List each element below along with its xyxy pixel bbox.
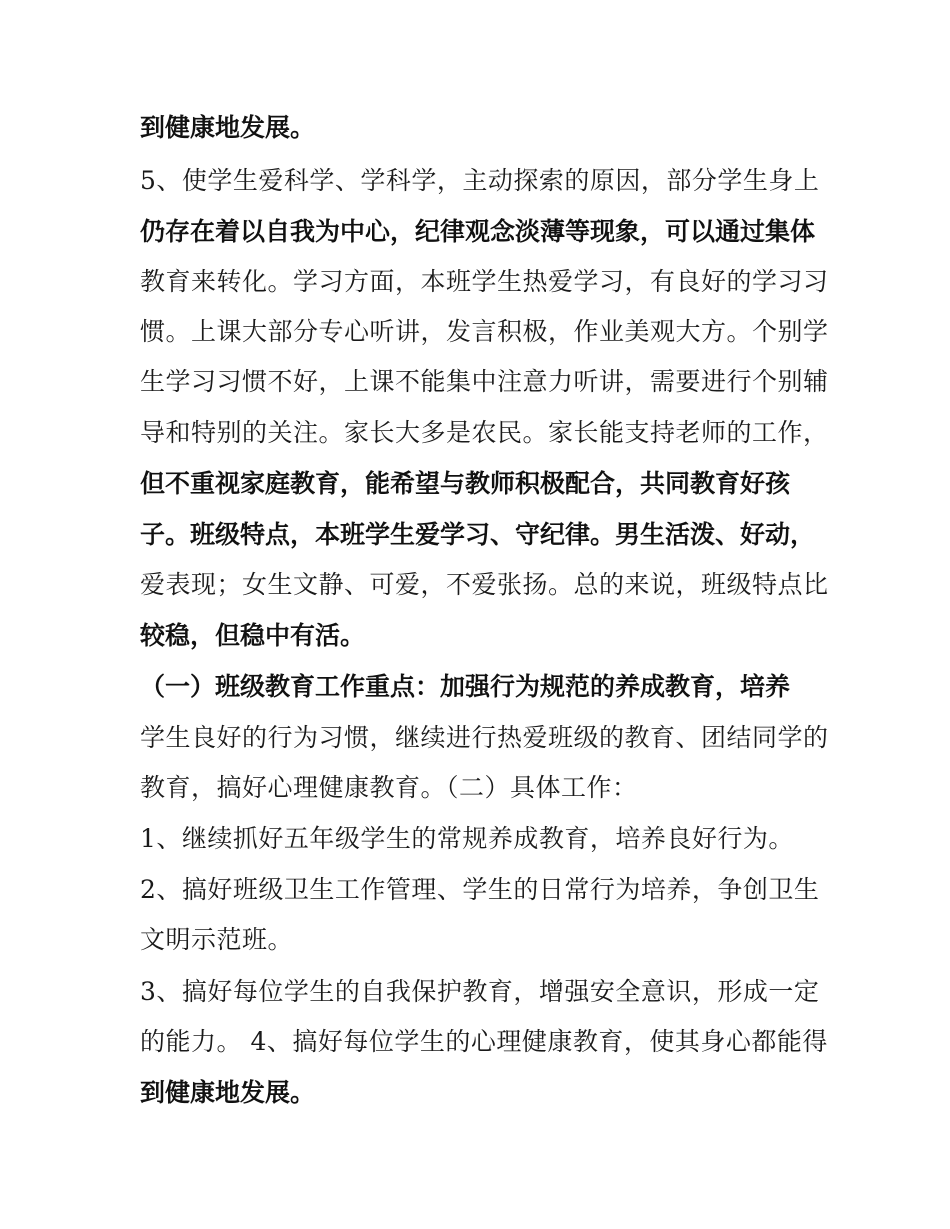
list-item-line: 文明示范班。 [140,925,294,954]
paragraph-line: 较稳，但稳中有活。 [140,621,366,650]
list-item-line: 3、搞好每位学生的自我保护教育，增强安全意识，形成一定 [140,977,820,1006]
paragraph-line: 但不重视家庭教育，能希望与教师积极配合，共同教育好孩 [140,469,791,498]
paragraph-line: 教育来转化。学习方面，本班学生热爱学习，有良好的学习习 [140,267,829,296]
paragraph-line: 爱表现；女生文静、可爱，不爱张扬。总的来说，班级特点比 [140,570,829,599]
paragraph-line: 5、使学生爱科学、学科学，主动探索的原因，部分学生身上 [140,166,820,195]
paragraph-line: 生学习习惯不好，上课不能集中注意力听讲，需要进行个别辅 [140,367,829,396]
section-heading-line: （一）班级教育工作重点：加强行为规范的养成教育，培养 [140,672,791,701]
paragraph-line: 到健康地发展。 [140,113,316,142]
list-item-line: 的能力。 4、搞好每位学生的心理健康教育，使其身心都能得 [140,1027,828,1056]
list-item-line: 到健康地发展。 [140,1078,316,1107]
paragraph-line: 学生良好的行为习惯，继续进行热爱班级的教育、团结同学的 [140,723,829,752]
paragraph-line: 仍存在着以自我为中心，纪律观念淡薄等现象，可以通过集体 [140,217,816,246]
list-item-line: 1、继续抓好五年级学生的常规养成教育，培养良好行为。 [140,824,794,853]
paragraph-line: 惯。上课大部分专心听讲，发言积极，作业美观大方。个别学 [140,317,829,346]
paragraph-line: 教育，搞好心理健康教育。（二）具体工作： [140,773,638,802]
paragraph-line: 导和特别的关注。家长大多是农民。家长能支持老师的工作， [140,418,829,447]
list-item-line: 2、搞好班级卫生工作管理、学生的日常行为培养，争创卫生 [140,875,820,904]
paragraph-line: 子。班级特点，本班学生爱学习、守纪律。男生活泼、好动， [140,520,816,549]
